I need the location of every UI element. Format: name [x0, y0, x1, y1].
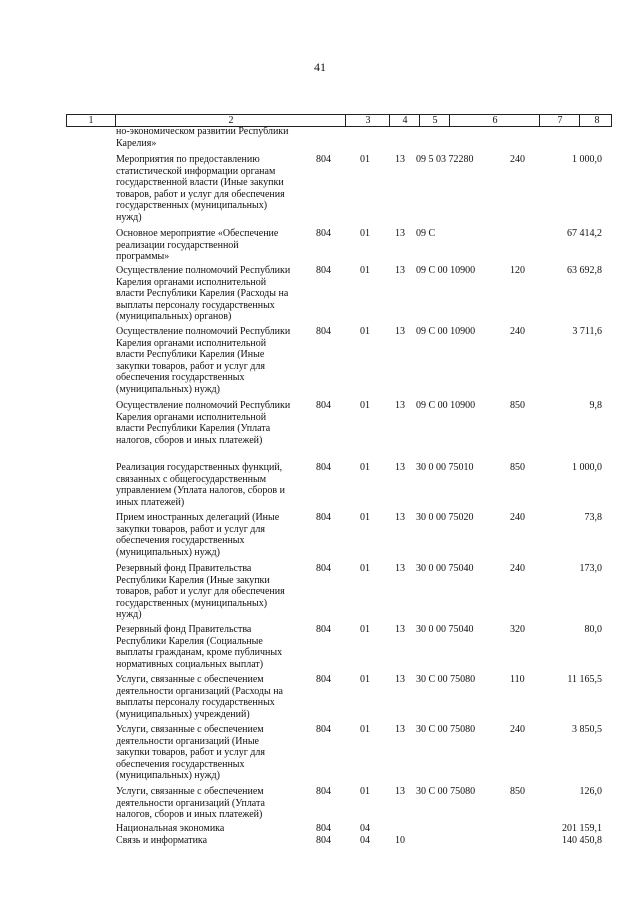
code-subsection: 13 — [395, 563, 405, 574]
amount: 140 450,8 — [562, 835, 602, 846]
row-description: Услуги, связанные с обеспечением деятельности организаций (Уплата налогов, сборов и иных платежей) — [116, 786, 265, 821]
code-target-article: 09 С — [416, 228, 436, 239]
page-number: 41 — [314, 60, 326, 74]
amount: 1 000,0 — [572, 462, 602, 473]
code-ministry: 804 — [316, 512, 331, 523]
code-subsection: 13 — [395, 154, 405, 165]
code-ministry: 804 — [316, 786, 331, 797]
amount: 1 000,0 — [572, 154, 602, 165]
code-section: 01 — [360, 462, 370, 473]
amount: 9,8 — [589, 400, 602, 411]
header-col-3: 3 — [345, 115, 390, 126]
code-target-article: 30 С 00 75080 — [416, 724, 476, 735]
code-section: 04 — [360, 835, 370, 846]
code-section: 01 — [360, 265, 370, 276]
code-expense-type: 110 — [510, 674, 525, 685]
code-ministry: 804 — [316, 462, 331, 473]
amount: 173,0 — [579, 563, 602, 574]
amount: 80,0 — [584, 624, 602, 635]
code-ministry: 804 — [316, 326, 331, 337]
amount: 67 414,2 — [567, 228, 602, 239]
code-ministry: 804 — [316, 563, 331, 574]
row-description: Основное мероприятие «Обеспечение реализации государственной программы» — [116, 228, 279, 263]
row-description: Национальная экономика — [116, 823, 225, 834]
code-expense-type: 120 — [510, 265, 525, 276]
code-target-article: 30 С 00 75080 — [416, 674, 476, 685]
code-section: 01 — [360, 724, 370, 735]
code-subsection: 13 — [395, 512, 405, 523]
code-target-article: 30 0 00 75040 — [416, 563, 474, 574]
row-description: Осуществление полномочий Республики Карелия органами исполнительной власти Республики Карелия (Расходы на выплаты персоналу государственных (муниципальных) органов) — [116, 265, 291, 323]
code-expense-type: 850 — [510, 786, 525, 797]
header-col-6: 6 — [449, 115, 540, 126]
header-col-2: 2 — [115, 115, 346, 126]
code-subsection: 13 — [395, 786, 405, 797]
code-section: 01 — [360, 154, 370, 165]
code-expense-type: 240 — [510, 326, 525, 337]
amount: 201 159,1 — [562, 823, 602, 834]
row-description: Резервный фонд Правительства Республики Карелия (Социальные выплаты гражданам, кроме публичных нормативных социальных выплат) — [116, 624, 283, 670]
code-subsection: 10 — [395, 835, 405, 846]
code-section: 01 — [360, 326, 370, 337]
amount: 11 165,5 — [567, 674, 602, 685]
code-target-article: 09 С 00 10900 — [416, 326, 476, 337]
code-ministry: 804 — [316, 228, 331, 239]
code-section: 01 — [360, 228, 370, 239]
header-col-8: 8 — [579, 115, 614, 126]
row-description: Реализация государственных функций, связанных с общегосударственным управлением (Уплата налогов, сборов и иных платежей) — [116, 462, 285, 508]
code-section: 01 — [360, 674, 370, 685]
code-target-article: 09 С 00 10900 — [416, 400, 476, 411]
code-subsection: 13 — [395, 624, 405, 635]
code-ministry: 804 — [316, 400, 331, 411]
code-subsection: 13 — [395, 674, 405, 685]
code-subsection: 13 — [395, 462, 405, 473]
amount: 3 850,5 — [572, 724, 602, 735]
header-col-7: 7 — [539, 115, 580, 126]
code-section: 01 — [360, 624, 370, 635]
code-ministry: 804 — [316, 835, 331, 846]
code-expense-type: 850 — [510, 462, 525, 473]
code-ministry: 804 — [316, 724, 331, 735]
code-section: 01 — [360, 786, 370, 797]
row-description: Прием иностранных делегаций (Иные закупки товаров, работ и услуг для обеспечения государственных (муниципальных) нужд) — [116, 512, 280, 558]
code-target-article: 09 5 03 72280 — [416, 154, 474, 165]
row-description: Осуществление полномочий Республики Карелия органами исполнительной власти Республики Карелия (Уплата налогов, сборов и иных платежей) — [116, 400, 291, 446]
code-ministry: 804 — [316, 674, 331, 685]
row-description: Услуги, связанные с обеспечением деятельности организаций (Иные закупки товаров, работ и услуг для обеспечения государственных (муниципальных) нужд) — [116, 724, 265, 782]
row-description: Осуществление полномочий Республики Карелия органами исполнительной власти Республики Карелия (Иные закупки товаров, работ и услуг для обеспечения государственных (муниципальных) нужд) — [116, 326, 291, 395]
code-subsection: 13 — [395, 326, 405, 337]
continuation-text: но-экономическом развитии Республики Карелия» — [116, 126, 289, 149]
code-target-article: 09 С 00 10900 — [416, 265, 476, 276]
code-subsection: 13 — [395, 265, 405, 276]
code-subsection: 13 — [395, 400, 405, 411]
row-description: Связь и информатика — [116, 835, 208, 846]
code-subsection: 13 — [395, 724, 405, 735]
code-expense-type: 240 — [510, 154, 525, 165]
code-target-article: 30 0 00 75010 — [416, 462, 474, 473]
header-col-1: 1 — [88, 115, 94, 126]
code-section: 01 — [360, 563, 370, 574]
amount: 126,0 — [579, 786, 602, 797]
code-target-article: 30 0 00 75040 — [416, 624, 474, 635]
code-section: 04 — [360, 823, 370, 834]
code-expense-type: 240 — [510, 512, 525, 523]
row-description: Услуги, связанные с обеспечением деятельности организаций (Расходы на выплаты персоналу государственных (муниципальных) учреждений) — [116, 674, 283, 720]
code-section: 01 — [360, 400, 370, 411]
code-target-article: 30 0 00 75020 — [416, 512, 474, 523]
code-ministry: 804 — [316, 624, 331, 635]
code-expense-type: 240 — [510, 563, 525, 574]
row-description: Резервный фонд Правительства Республики Карелия (Иные закупки товаров, работ и услуг для обеспечения государственных (муниципальных) нужд) — [116, 563, 285, 621]
amount: 3 711,6 — [572, 326, 602, 337]
code-expense-type: 240 — [510, 724, 525, 735]
code-expense-type: 850 — [510, 400, 525, 411]
code-ministry: 804 — [316, 265, 331, 276]
amount: 73,8 — [584, 512, 602, 523]
header-col-4: 4 — [389, 115, 420, 126]
code-target-article: 30 С 00 75080 — [416, 786, 476, 797]
code-ministry: 804 — [316, 823, 331, 834]
code-ministry: 804 — [316, 154, 331, 165]
code-subsection: 13 — [395, 228, 405, 239]
header-col-5: 5 — [419, 115, 450, 126]
row-description: Мероприятия по предоставлению статистической информации органам государственной власти (Иные закупки товаров, работ и услуг для обеспечения государственных (муниципальных) нужд) — [116, 154, 285, 223]
code-section: 01 — [360, 512, 370, 523]
amount: 63 692,8 — [567, 265, 602, 276]
code-expense-type: 320 — [510, 624, 525, 635]
